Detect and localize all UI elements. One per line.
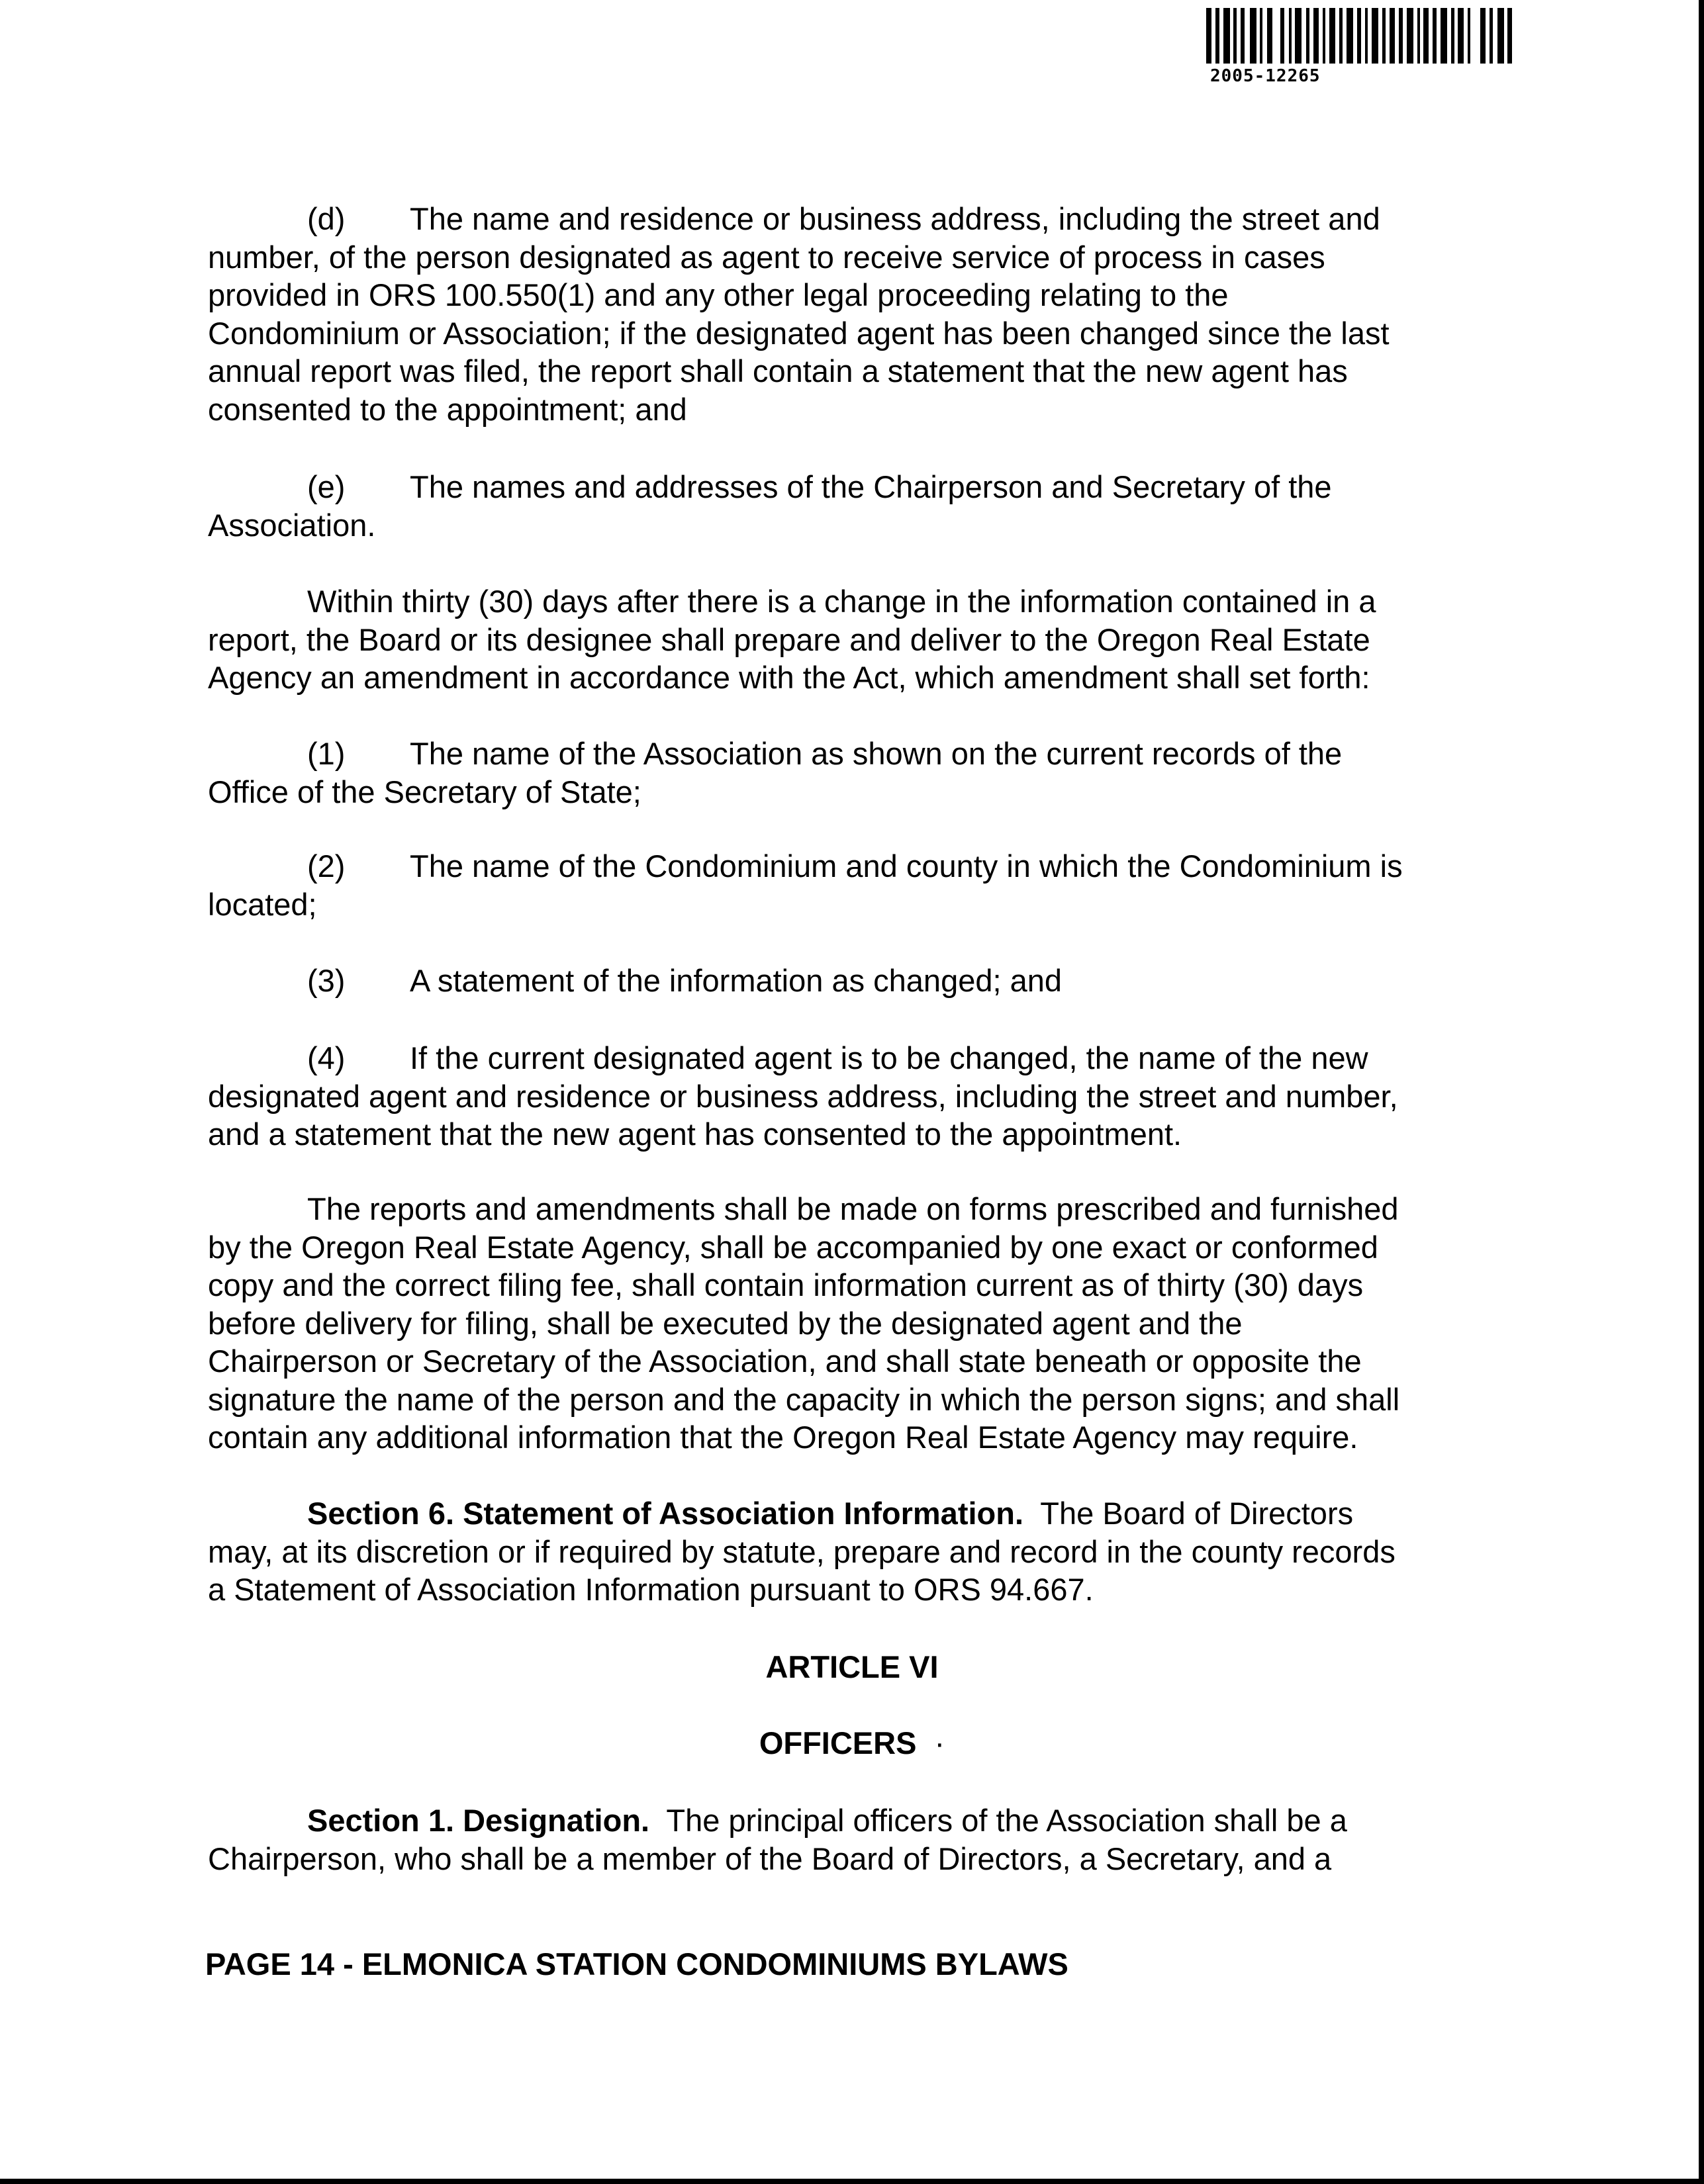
article-subtitle-row (0, 1724, 1704, 1762)
stray-mark: · (934, 1725, 945, 1760)
list-item-2 (208, 847, 1486, 923)
text-line: Chairperson or Secretary of the Association, and shall state beneath or opposite the (208, 1343, 1362, 1379)
text-line: The name of the Condominium and county in which the Condominium is (410, 848, 1403, 884)
text-line: designated agent and residence or business address, including the street and number, (208, 1078, 1398, 1114)
text-line: may, at its discretion or if required by statute, prepare and record in the county records (208, 1533, 1396, 1569)
page-footer: PAGE 14 - ELMONICA STATION CONDOMINIUMS BYLAWS (205, 1946, 1068, 1981)
text-line: report, the Board or its designee shall prepare and deliver to the Oregon Real Estate (208, 621, 1370, 657)
text-line: The reports and amendments shall be made on forms prescribed and furnished (307, 1191, 1399, 1226)
item-number: (2) (307, 848, 346, 884)
text-line: annual report was filed, the report shall contain a statement that the new agent has (208, 353, 1348, 388)
text-line: located; (208, 886, 317, 922)
text-line: The names and addresses of the Chairperson and Secretary of the (410, 469, 1332, 504)
text-line: a Statement of Association Information pursuant to ORS 94.667. (208, 1572, 1094, 1607)
scan-border-bottom (0, 2179, 1704, 2184)
text-line: Agency an amendment in accordance with the Act, which amendment shall set forth: (208, 660, 1370, 695)
item-number: (d) (307, 201, 346, 236)
item-number: (e) (307, 469, 346, 504)
item-number: (3) (307, 963, 346, 998)
text-line: The name and residence or business address, including the street and (410, 201, 1380, 236)
text-line: Condominium or Association; if the designated agent has been changed since the last (208, 315, 1390, 351)
text-line: Chairperson, who shall be a member of the Board of Directors, a Secretary, and a (208, 1841, 1332, 1876)
list-item-3 (208, 962, 1486, 1000)
item-number: (1) (307, 736, 346, 771)
paragraph-reports-and-amendments (208, 1190, 1486, 1457)
text-line: before delivery for filing, shall be executed by the designated agent and the (208, 1305, 1243, 1341)
paragraph-e (208, 468, 1486, 544)
text-line: consented to the appointment; and (208, 391, 687, 427)
section-heading: Section 6. Statement of Association Information. (307, 1496, 1024, 1531)
text-line: number, of the person designated as agent to receive service of process in cases (208, 239, 1325, 275)
section-6 (208, 1494, 1486, 1609)
text-line: Association. (208, 507, 376, 543)
text-line: The name of the Association as shown on the current records of the (410, 736, 1343, 771)
list-item-4 (208, 1039, 1486, 1154)
barcode-number: 2005-12265 (1210, 66, 1321, 86)
text-line: The principal officers of the Association shall be a (666, 1803, 1347, 1838)
text-line: If the current designated agent is to be changed, the name of the new (410, 1040, 1368, 1075)
section-heading: Section 1. Designation. (307, 1803, 650, 1838)
article-title: ARTICLE VI (765, 1649, 939, 1684)
item-number: (4) (307, 1040, 346, 1075)
text-line: copy and the correct filing fee, shall contain information current as of thirty (30) days (208, 1267, 1364, 1302)
text-line: provided in ORS 100.550(1) and any other legal proceeding relating to the (208, 277, 1229, 312)
section-1 (208, 1801, 1486, 1878)
scan-border-right (1699, 0, 1704, 2184)
text-line: Within thirty (30) days after there is a change in the information contained in a (307, 584, 1376, 619)
paragraph-d (208, 200, 1486, 428)
text-line: Office of the Secretary of State; (208, 774, 641, 809)
text-line: A statement of the information as changed; and (410, 963, 1063, 998)
text-line: by the Oregon Real Estate Agency, shall be accompanied by one exact or conformed (208, 1229, 1378, 1265)
text-line: signature the name of the person and the capacity in which the person signs; and shall (208, 1381, 1400, 1417)
article-subtitle: OFFICERS (759, 1725, 917, 1760)
text-line: and a statement that the new agent has consented to the appointment. (208, 1116, 1182, 1152)
text-line: The Board of Directors (1040, 1496, 1354, 1531)
paragraph-within-thirty-days (208, 582, 1486, 697)
text-line: contain any additional information that the Oregon Real Estate Agency may require. (208, 1420, 1358, 1455)
list-item-1 (208, 735, 1486, 811)
barcode (1206, 8, 1512, 64)
